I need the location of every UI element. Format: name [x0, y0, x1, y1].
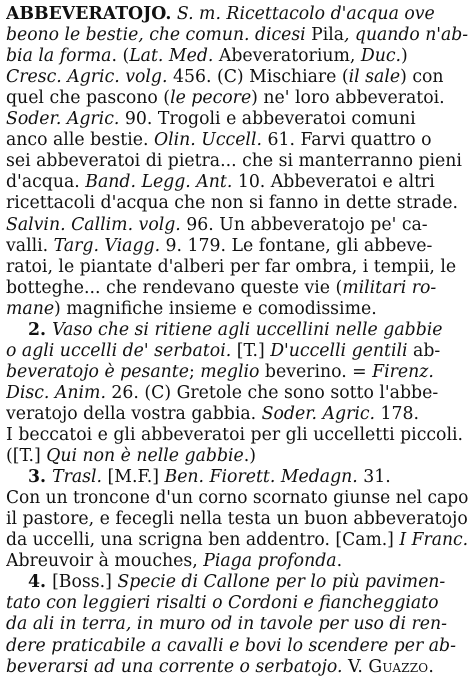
text-run: ratoi, le piantate d'alberi per far ombra, i tempii, le: [6, 256, 457, 277]
text-run: 10. Abbeveratoi e altri: [232, 172, 435, 193]
text-run: I Franc.: [399, 530, 468, 551]
text-run: 96. Un abbeveratojo pe' ca-: [180, 214, 428, 235]
text-run: Soder. Agric.: [261, 403, 376, 424]
text-run: Guazzo: [368, 656, 429, 677]
text-run: S. m. Ricettacolo d'acqua ove: [171, 4, 435, 24]
text-run: botteghe... che rendevano queste vie (: [6, 277, 343, 298]
text-run: tato con leggieri risalti o Cordoni e fiancheggiato: [6, 593, 439, 614]
text-run: 90. Trogoli e abbeveratoi comuni: [119, 109, 416, 130]
dictionary-page: [6, 0, 468, 683]
text-run: anco alle bestie.: [6, 130, 154, 151]
text-run: beverarsi ad una corrente o serbatojo.: [6, 656, 343, 677]
text-run: da uccelli, una scrigna ben addentro. [Cam.]: [6, 530, 400, 551]
text-run: ([T.]: [6, 446, 47, 467]
text-run: Piaga profonda: [203, 551, 337, 572]
text-run: I beccatoi e gli abbeveratoi per gli uccelletti piccoli.: [6, 425, 463, 445]
text-run: [M.F.]: [102, 467, 165, 488]
text-run: Abeveratorium,: [213, 46, 361, 67]
text-run: d'acqua.: [6, 172, 86, 193]
text-run: ABBEVERATOJO.: [6, 4, 172, 24]
text-run: Olin. Uccell.: [153, 130, 262, 151]
text-line: [6, 654, 468, 680]
text-run: Duc.: [360, 46, 402, 67]
text-run: 456. (C) Mischiare (: [167, 67, 349, 88]
text-run: meglio: [200, 361, 260, 382]
text-run: veratojo della vostra gabbia.: [6, 403, 262, 424]
text-run: [T.]: [231, 340, 271, 361]
text-run: le pecore: [170, 88, 252, 109]
text-run: Abreuvoir à mouches,: [6, 551, 204, 572]
text-run: 31.: [357, 467, 391, 488]
text-run: Pila: [311, 25, 344, 46]
text-run: Firenz.: [372, 361, 434, 382]
text-run: .: [428, 656, 434, 677]
text-run: , quando n'ab-: [343, 25, 468, 46]
text-run: Band. Legg. Ant.: [85, 172, 233, 193]
text-run: Specie di Callone per lo più pavimen-: [117, 572, 446, 593]
text-run: il sale: [348, 67, 401, 88]
text-run: Soder. Agric.: [6, 109, 120, 130]
text-run: Disc. Anim.: [6, 382, 106, 403]
text-run: beono le bestie, che comun. dicesi: [6, 25, 312, 46]
text-run: mane: [6, 298, 55, 319]
text-run: o agli uccelli de' serbatoi.: [6, 340, 232, 361]
text-run: Vaso che si ritiene agli uccellini nelle gabbie: [52, 319, 443, 340]
text-run: militari ro-: [342, 277, 437, 298]
text-run: Salvin. Callim. volg.: [6, 214, 181, 235]
text-run: valli.: [6, 235, 54, 256]
text-run: bia la forma: [6, 46, 112, 67]
text-run: 3.: [28, 467, 53, 488]
text-run: D'uccelli gentili: [270, 340, 408, 361]
text-run: ab-: [407, 340, 441, 361]
text-run: ricettacoli d'acqua che non si fanno in dette strade.: [6, 193, 458, 214]
text-run: Cresc. Agric. volg.: [6, 67, 168, 88]
text-run: beveratojo è pesante: [6, 361, 189, 382]
text-run: ) ne' loro abbeveratoi.: [251, 88, 445, 109]
text-run: ) magnifiche insieme e comodissime.: [54, 298, 377, 319]
text-run: sei abbeveratoi di pietra... che si manterranno pieni: [6, 151, 462, 172]
text-run: .): [243, 446, 257, 467]
text-run: Con un troncone d'un corno scornato giunse nel capo: [6, 488, 468, 509]
text-run: dere praticabile a cavalli e bovi lo scendere per ab-: [6, 635, 456, 656]
text-run: .: [336, 551, 343, 572]
text-run: beverino. =: [259, 361, 373, 382]
text-run: 26. (C) Gretole che sono sotto l'abbe-: [105, 382, 439, 403]
text-run: da ali in terra, in muro od in tavole per uso di ren-: [6, 614, 447, 635]
text-run: Ben. Fiorett. Medagn.: [164, 467, 358, 488]
text-run: . (: [111, 46, 130, 67]
text-run: ) con: [400, 67, 444, 88]
text-run: il pastore, e fecegli nella testa un buon abbeveratojo: [6, 509, 468, 530]
text-run: [Boss.]: [52, 572, 118, 593]
text-run: ;: [188, 361, 201, 382]
text-run: ): [401, 46, 408, 67]
text-run: 178.: [375, 403, 420, 424]
text-run: Qui non è nelle gabbie: [46, 446, 244, 467]
text-run: 4.: [28, 572, 53, 593]
text-run: Trasl.: [52, 467, 103, 488]
text-run: 2.: [28, 319, 53, 340]
text-run: V.: [342, 656, 369, 677]
text-run: 61. Farvi quattro o: [261, 130, 432, 151]
text-run: Lat. Med.: [129, 46, 214, 67]
text-run: Targ. Viagg.: [53, 235, 161, 256]
text-run: quel che pascono (: [6, 88, 171, 109]
text-run: 9. 179. Le fontane, gli abbeve-: [160, 235, 433, 256]
